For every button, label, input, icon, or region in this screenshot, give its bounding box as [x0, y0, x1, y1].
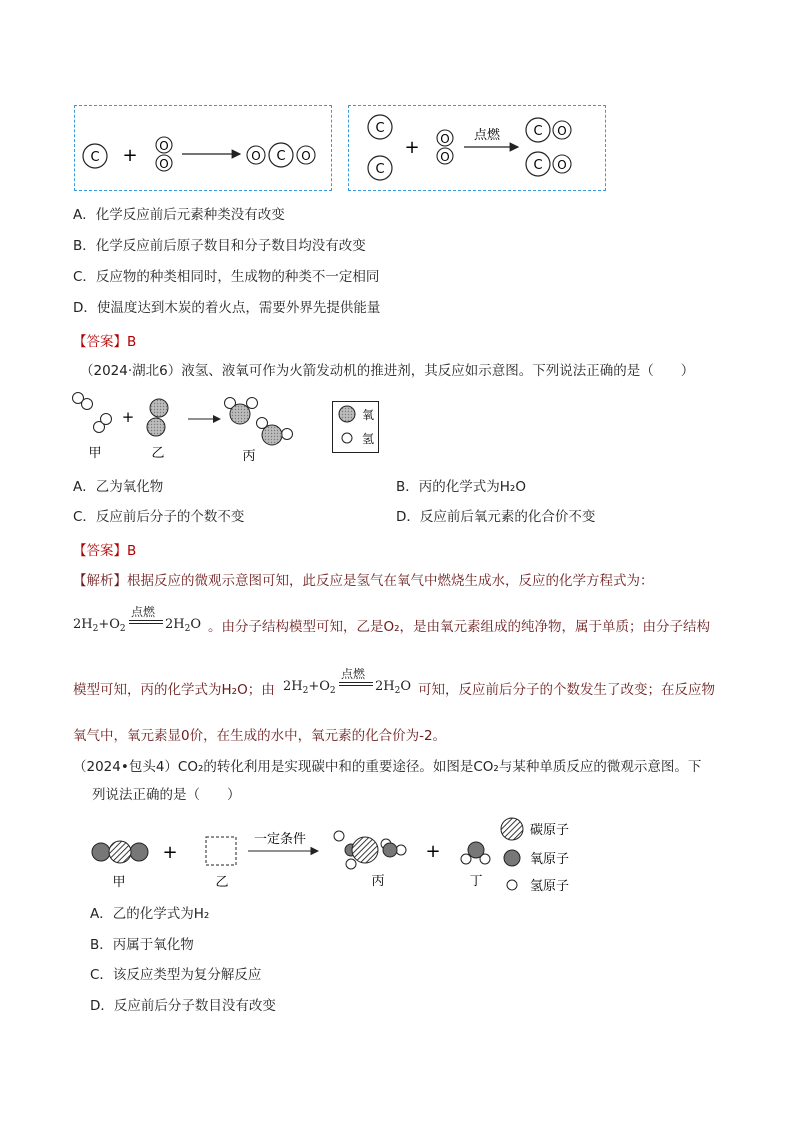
label-bing: 丙 — [371, 874, 385, 889]
atom-label: O — [159, 157, 169, 171]
hydrogen-molecule-1 — [73, 393, 93, 410]
analysis-line-3-tail: 可知，反应前后分子的个数发生了改变；在反应物 — [418, 682, 715, 698]
carbon-atom — [368, 156, 392, 180]
legend-q2 — [332, 401, 380, 453]
arrow-label: 一定条件 — [253, 832, 307, 847]
equation-1: $2H_2+O_2$ 点燃 $2H_2O$ — [73, 605, 202, 634]
legend-carbon-symbol — [501, 818, 523, 840]
reaction-diagram-right — [348, 105, 606, 191]
oxygen-molecule — [147, 399, 168, 436]
legend-oxygen-label: 氧原子 — [530, 852, 570, 867]
atom-label: C — [375, 162, 385, 177]
co2-molecule — [247, 143, 315, 167]
label-yi: 乙 — [215, 875, 229, 890]
atom-label: O — [301, 149, 311, 163]
option-d: D．反应前后分子数目没有改变 — [90, 998, 276, 1014]
legend-oxygen-label: 氧 — [362, 408, 375, 422]
arrow-label: 点燃 — [473, 128, 501, 143]
analysis-line-1: 【解析】根据反应的微观示意图可知，此反应是氢气在氧气中燃烧生成水，反应的化学方程式为： — [73, 573, 654, 589]
legend-hydrogen-symbol — [507, 880, 517, 890]
hydrogen-molecule-2 — [94, 414, 112, 433]
option-b: B．化学反应前后原子数目和分子数目均没有改变 — [73, 238, 366, 254]
legend-oxygen-symbol — [339, 406, 355, 422]
equation-condition: 点燃 — [131, 605, 156, 619]
reaction-diagram-left — [74, 105, 332, 191]
question-stem-2: 列说法正确的是（ ） — [92, 787, 241, 803]
label-ding: 丁 — [469, 874, 483, 889]
water-molecule-2 — [257, 418, 293, 446]
methanol-molecule — [334, 831, 406, 869]
carbon-atom — [83, 144, 107, 168]
co2-molecule — [92, 841, 148, 863]
equal-line — [339, 682, 373, 683]
label-bing: 丙 — [242, 449, 256, 464]
option-b: B．丙的化学式为H₂O — [396, 479, 526, 495]
atom-label: O — [557, 124, 567, 138]
option-c: C．反应物的种类相同时，生成物的种类不一定相同 — [73, 269, 380, 285]
water-molecule-1 — [225, 398, 258, 425]
co-molecule — [526, 118, 571, 142]
atom-label: C — [276, 149, 286, 164]
option-a: A．乙的化学式为H₂ — [90, 906, 210, 922]
carbon-atom — [368, 115, 392, 139]
atom-label: O — [251, 149, 261, 163]
atom-label: O — [159, 139, 169, 153]
atom-label: C — [533, 158, 543, 173]
atom-label: C — [90, 150, 100, 165]
oxygen-molecule — [156, 137, 172, 171]
option-a: A．乙为氧化物 — [73, 479, 164, 495]
atom-label: C — [375, 121, 385, 136]
option-c: C．反应前后分子的个数不变 — [73, 509, 245, 525]
option-b: B．丙属于氧化物 — [90, 937, 194, 953]
label-jia: 甲 — [88, 446, 102, 461]
legend-oxygen-symbol — [504, 850, 520, 866]
atom-label: O — [440, 132, 450, 146]
plus-sign: + — [425, 841, 441, 862]
analysis-line-3-head: 模型可知，丙的化学式为H₂O；由 — [73, 682, 275, 698]
label-jia: 甲 — [112, 875, 126, 890]
water-molecule — [461, 842, 490, 864]
answer: 【答案】B — [73, 334, 137, 350]
question-stem: （2024·湖北6）液氢、液氧可作为火箭发动机的推进剂，其反应如示意图。下列说法正确的是（ ） — [80, 363, 695, 379]
option-c: C．该反应类型为复分解反应 — [90, 967, 262, 983]
equal-line — [339, 685, 373, 686]
equal-line — [129, 623, 163, 624]
legend-hydrogen-label: 氢 — [362, 432, 375, 446]
co-molecule — [526, 152, 571, 176]
unknown-substance-box — [206, 837, 236, 865]
analysis-line-4: 氧气中，氧元素显0价，在生成的水中，氧元素的化合价为-2。 — [73, 728, 447, 744]
plus-sign: + — [162, 842, 178, 863]
legend-carbon-label: 碳原子 — [530, 823, 570, 838]
reaction-diagram-q2 — [66, 390, 366, 466]
oxygen-molecule — [437, 130, 453, 164]
option-d: D．反应前后氧元素的化合价不变 — [396, 509, 596, 525]
atom-label: O — [440, 150, 450, 164]
plus-sign: + — [404, 137, 420, 158]
legend-hydrogen-label: 氢原子 — [530, 879, 570, 894]
atom-label: C — [533, 124, 543, 139]
answer: 【答案】B — [73, 543, 137, 559]
label-yi: 乙 — [151, 446, 165, 461]
equation-2: $2H_2+O_2$ 点燃 $2H_2O$ — [283, 667, 412, 696]
option-d: D．使温度达到木炭的着火点，需要外界先提供能量 — [73, 300, 381, 316]
equation-condition: 点燃 — [341, 667, 366, 681]
plus-sign: + — [121, 408, 135, 426]
reaction-diagram-q3 — [88, 812, 588, 898]
plus-sign: + — [122, 145, 138, 166]
analysis-line-2: 。由分子结构模型可知，乙是O₂，是由氧元素组成的纯净物，属于单质；由分子结构 — [208, 619, 711, 635]
atom-label: O — [557, 158, 567, 172]
legend-hydrogen-symbol — [342, 433, 352, 443]
equal-line — [129, 620, 163, 621]
option-a: A．化学反应前后元素种类没有改变 — [73, 207, 285, 223]
question-stem-1: （2024•包头4）CO₂的转化利用是实现碳中和的重要途径。如图是CO₂与某种单质反应的微观示意图。下 — [73, 759, 702, 775]
